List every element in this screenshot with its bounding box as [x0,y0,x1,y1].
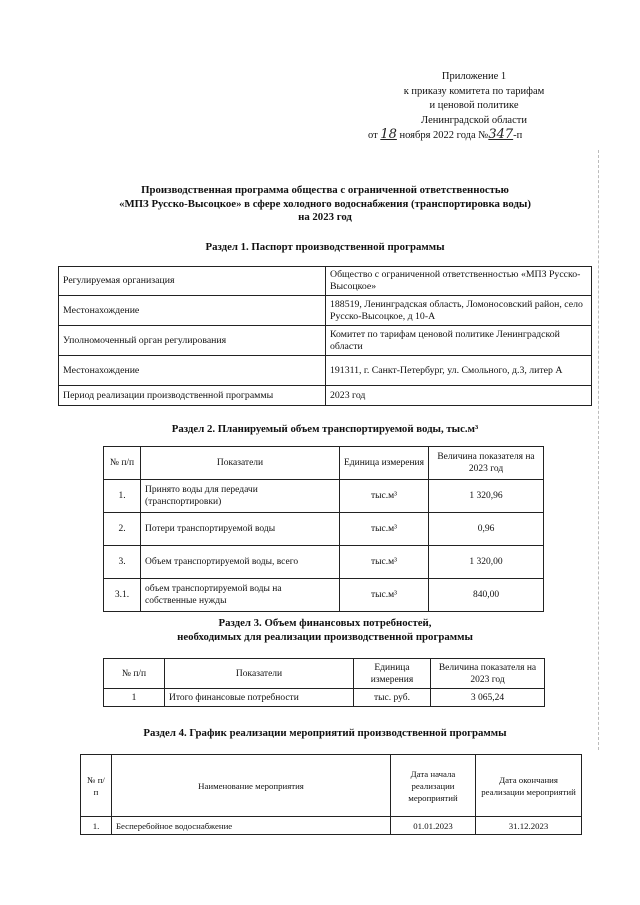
col-header-value: Величина показателя на 2023 год [431,659,545,689]
passport-value: Комитет по тарифам ценовой политике Ленинградской области [326,326,592,356]
order-suffix: -п [513,130,523,141]
row-unit: тыс.м³ [340,513,429,546]
col-header-indicator: Показатели [165,659,354,689]
order-number-handwritten: 347 [488,127,514,142]
program-title [60,184,590,225]
table-header-row [104,659,545,689]
passport-key: Местонахождение [59,356,326,386]
row-indicator: Потери транспортируемой воды [141,513,340,546]
col-header-start-date: Дата начала реализации мероприятий [391,755,476,817]
table-row [104,480,544,513]
passport-value: 188519, Ленинградская область, Ломоносовский район, село Русско-Высоцкое, д 10-А [326,296,592,326]
title-line-3: на 2023 год [298,211,352,223]
section4-title-text: Раздел 4. График реализации мероприятий производственной программы [143,727,507,739]
section3-title [60,616,590,644]
section3-title-line-2: необходимых для реализации производственной программы [177,631,473,643]
row-unit: тыс.м³ [340,579,429,612]
appendix-line-4: Ленинградской области [421,114,527,126]
passport-value: Общество с ограниченной ответственностью «МПЗ Русско-Высоцкое» [326,267,592,296]
appendix-header [368,70,574,144]
table-row [104,546,544,579]
section1-title-text: Раздел 1. Паспорт производственной программы [205,241,445,253]
row-number: 1 [104,689,165,707]
row-value: 3 065,24 [431,689,545,707]
row-number: 2. [104,513,141,546]
table-row [59,356,592,386]
row-indicator: объем транспортируемой воды на собственные нужды [141,579,340,612]
col-header-unit: Единица измерения [354,659,431,689]
col-header-indicator: Показатели [141,447,340,480]
section3-title-line-1: Раздел 3. Объем финансовых потребностей, [218,617,432,629]
appendix-line-2: к приказу комитета по тарифам [403,85,545,97]
col-header-value: Величина показателя на 2023 год [429,447,544,480]
row-indicator: Принято воды для передачи (транспортировки) [141,480,340,513]
row-value: 1 320,96 [429,480,544,513]
order-date-line [368,128,574,144]
col-header-number: № п/п [104,447,141,480]
passport-key: Период реализации производственной программы [59,386,326,406]
table-row [59,326,592,356]
section1-title [60,240,590,254]
title-line-1: Производственная программа общества с ограниченной ответственностью [141,184,509,196]
passport-value: 191311, г. Санкт-Петербург, ул. Смольного, д.3, литер А [326,356,592,386]
appendix-line-1: Приложение 1 [441,71,507,82]
water-volume-table [103,446,544,612]
row-indicator: Объем транспортируемой воды, всего [141,546,340,579]
row-end-date: 31.12.2023 [476,817,582,835]
title-line-2: «МПЗ Русско-Высоцкое» в сфере холодного водоснабжения (транспортировка воды) [119,197,531,210]
passport-key: Местонахождение [59,296,326,326]
schedule-table [80,754,582,835]
section2-title-text: Раздел 2. Планируемый объем транспортируемой воды, тыс.м³ [171,423,479,435]
col-header-unit: Единица измерения [340,447,429,480]
order-date-text: ноября 2022 года № [399,130,489,141]
passport-key: Уполномоченный орган регулирования [59,326,326,356]
order-day-handwritten: 18 [380,127,397,142]
table-header-row [104,447,544,480]
table-row [81,817,582,835]
row-number: 3.1. [104,579,141,612]
appendix-line-3: и ценовой политике [429,100,519,111]
section4-title [60,726,590,740]
row-number: 1. [81,817,112,835]
passport-key: Регулируемая организация [59,267,326,296]
passport-value: 2023 год [326,386,592,406]
table-row [59,267,592,296]
row-unit: тыс.м³ [340,546,429,579]
row-indicator: Итого финансовые потребности [165,689,354,707]
table-row [104,579,544,612]
row-unit: тыс. руб. [354,689,431,707]
section2-title [60,422,590,436]
row-value: 840,00 [429,579,544,612]
row-activity: Бесперебойное водоснабжение [112,817,391,835]
row-number: 3. [104,546,141,579]
table-row [59,386,592,406]
order-from: от [368,130,378,141]
row-value: 1 320,00 [429,546,544,579]
table-header-row [81,755,582,817]
financial-needs-table [103,658,545,707]
col-header-number: № п/п [104,659,165,689]
row-number: 1. [104,480,141,513]
col-header-activity: Наименование мероприятия [112,755,391,817]
table-row [104,513,544,546]
row-value: 0,96 [429,513,544,546]
table-row [59,296,592,326]
row-start-date: 01.01.2023 [391,817,476,835]
col-header-number: № п/п [81,755,112,817]
table-row [104,689,545,707]
scan-fold-line [598,150,600,750]
row-unit: тыс.м³ [340,480,429,513]
passport-table [58,266,592,406]
col-header-end-date: Дата окончания реализации мероприятий [476,755,582,817]
